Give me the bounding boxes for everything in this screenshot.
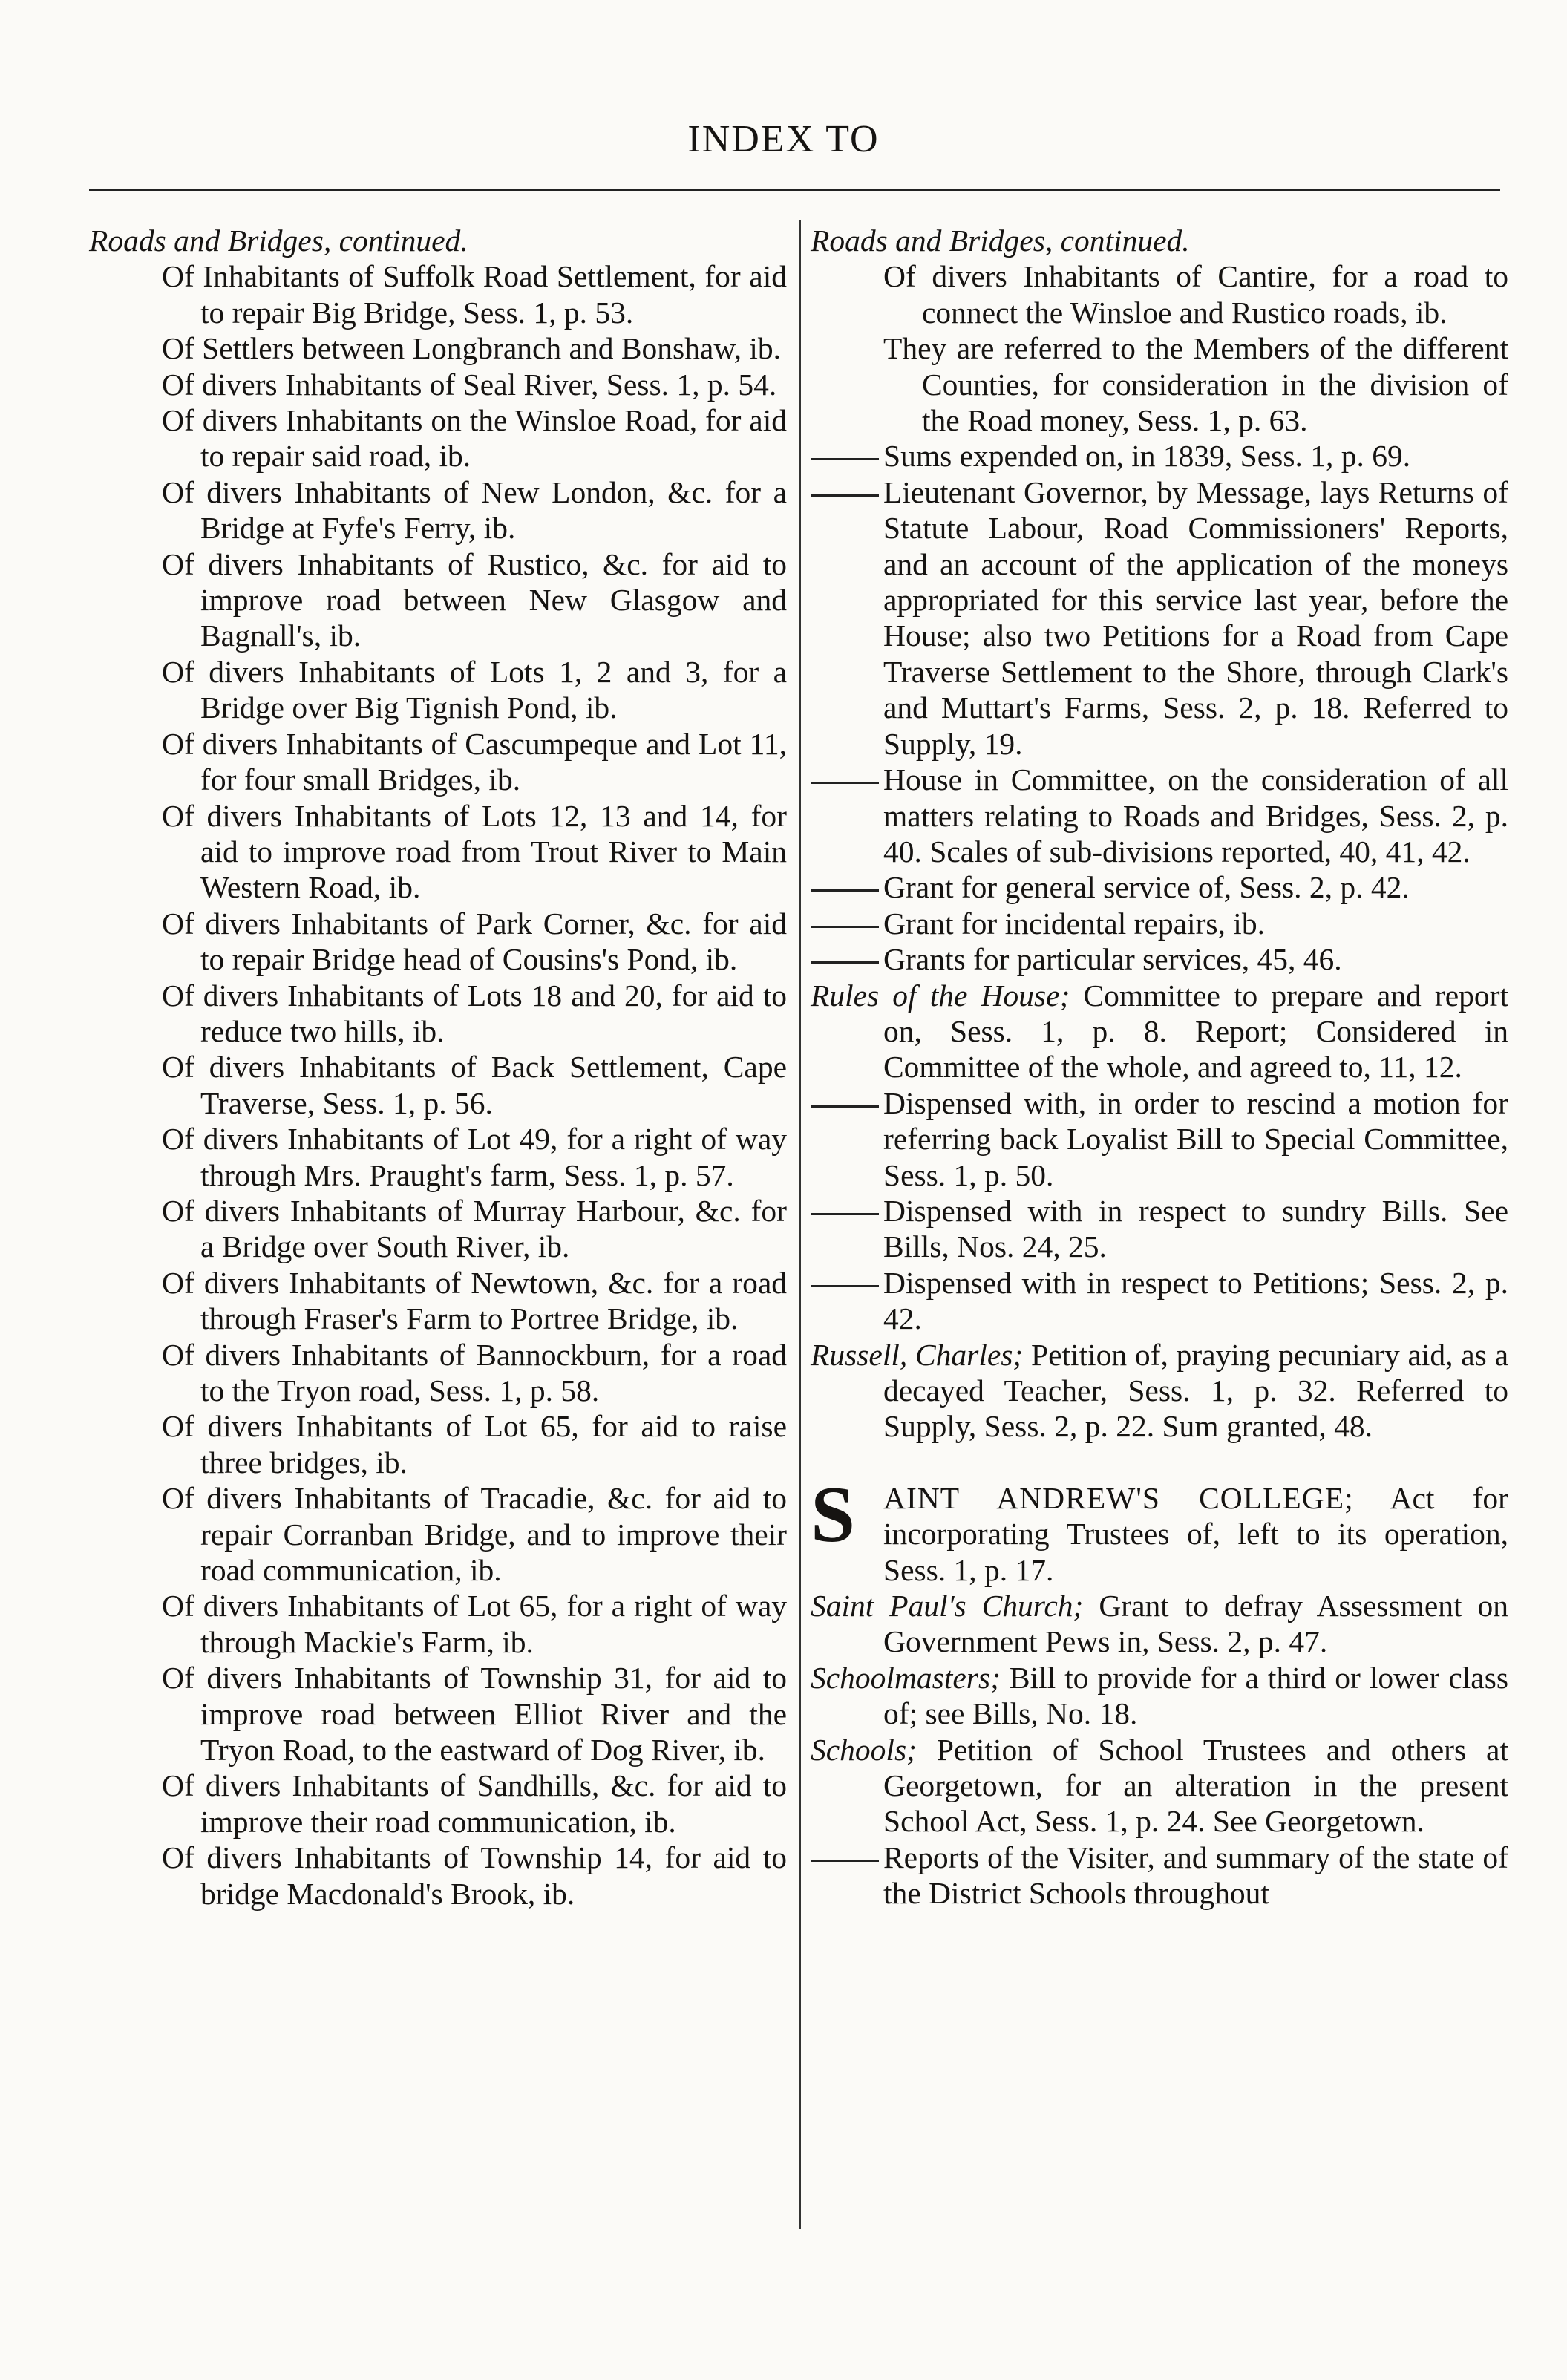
dropcap-s: S (811, 1470, 856, 1559)
russell-text: Petition of, praying pecuniary aid, as a decayed Teacher, Sess. 1, p. 32. Referred to Supply, Sess. 2, p. 22. Sum granted, 48. (883, 1337, 1508, 1444)
church-entry (811, 1588, 1508, 1660)
rules-entry (811, 978, 1508, 1085)
church-text: Grant to defray Assessment on Government Pews in, Sess. 2, p. 47. (883, 1589, 1508, 1659)
dash-entry (811, 869, 1508, 905)
left-column (89, 223, 787, 1912)
right-heading: Roads and Bridges, continued. (811, 223, 1190, 258)
church-title: Saint Paul's Church; (811, 1589, 1084, 1624)
left-entry-list (89, 258, 787, 1912)
schools-dash-text: Reports of the Visiter, and summary of the state of the District Schools throughout (883, 1840, 1508, 1911)
dash-entry (811, 438, 1508, 474)
cantire-entry: Of divers Inhabitants of Cantire, for a road to connect the Winsloe and Rustico roads, ib. (883, 259, 1508, 330)
index-entry: Of divers Inhabitants of Township 31, for aid to improve road between Elliot River and the Tryon Road, to the eastward of Dog River, ib. (162, 1661, 787, 1768)
index-entry: Of divers Inhabitants of Bannockburn, for a road to the Tryon road, Sess. 1, p. 58. (162, 1337, 787, 1408)
russell-entry (811, 1337, 1508, 1445)
college-title: AINT ANDREW'S COLLEGE; (883, 1480, 1354, 1515)
column-divider (799, 220, 801, 2229)
index-entry: Of divers Inhabitants of Township 14, for aid to bridge Macdonald's Brook, ib. (162, 1840, 787, 1911)
dash-entry (811, 1265, 1508, 1337)
page-title: INDEX TO (687, 118, 880, 160)
index-entry: Of divers Inhabitants of Rustico, &c. for aid to improve road between New Glasgow and Bagnall's, ib. (162, 546, 787, 653)
dash-entry-text: Grants for particular services, 45, 46. (883, 942, 1342, 977)
dash-entry-text: Dispensed with, in order to rescind a motion for referring back Loyalist Bill to Special Committee, Sess. 1, p. 50. (883, 1085, 1508, 1192)
dash-entry (811, 474, 1508, 762)
dash-rule (811, 1213, 879, 1215)
dash-entry-text: Lieutenant Governor, by Message, lays Returns of Statute Labour, Road Commissioners' Reports, and an account of the application of the moneys appropriated for this service last year, before the House; also two Petitions for a Road from Cape Traverse Settlement to the Shore, through Clark's and Muttart's Farms, Sess. 2, p. 18. Referred to Supply, 19. (883, 474, 1508, 761)
index-entry: Of divers Inhabitants of Lot 65, for aid to raise three bridges, ib. (162, 1409, 787, 1480)
index-entry: Of divers Inhabitants of Sandhills, &c. for aid to improve their road communication, ib. (162, 1768, 787, 1839)
rules-title: Rules of the House; (811, 978, 1070, 1013)
index-entry: Of divers Inhabitants of Lots 12, 13 and 14, for aid to improve road from Trout River to Main Western Road, ib. (162, 798, 787, 905)
dash-rule (811, 1285, 879, 1287)
schools-text: Petition of School Trustees and others at Georgetown, for an alteration in the present School Act, Sess. 1, p. 24. See Georgetown. (883, 1732, 1509, 1839)
dash-entry-text: Grant for general service of, Sess. 2, p. 42. (883, 870, 1410, 905)
dash-entry (811, 906, 1508, 941)
russell-title: Russell, Charles; (811, 1337, 1024, 1372)
index-entry: Of Settlers between Longbranch and Bonshaw, ib. (162, 331, 782, 366)
index-entry: Of divers Inhabitants of Lots 1, 2 and 3, for a Bridge over Big Tignish Pond, ib. (162, 654, 787, 725)
dash-rule (811, 889, 879, 892)
index-entry: Of divers Inhabitants of Lots 18 and 20, for aid to reduce two hills, ib. (162, 978, 787, 1048)
right-column (811, 223, 1508, 1912)
index-entry: Of divers Inhabitants of Seal River, Sess. 1, p. 54. (162, 367, 777, 402)
index-entry: Of divers Inhabitants of New London, &c. for a Bridge at Fyfe's Ferry, ib. (162, 474, 787, 546)
dash-entry-text: Dispensed with in respect to sundry Bills. See Bills, Nos. 24, 25. (883, 1193, 1508, 1264)
dash-entry (811, 1193, 1508, 1265)
index-entry: Of divers Inhabitants of Lot 65, for a right of way through Mackie's Farm, ib. (162, 1589, 787, 1659)
dash-rule (811, 926, 879, 928)
index-entry: Of divers Inhabitants of Back Settlement, Cape Traverse, Sess. 1, p. 56. (162, 1050, 787, 1120)
dash-rule (811, 458, 879, 460)
dash-entry (811, 1085, 1508, 1193)
index-entry: Of divers Inhabitants of Park Corner, &c. for aid to repair Bridge head of Cousins's Pond, ib. (162, 906, 787, 977)
schools-title: Schools; (811, 1732, 917, 1767)
rules-text: Committee to prepare and report on, Sess. 1, p. 8. Report; Considered in Committee of the whole, and agreed to, 11, 12. (883, 978, 1508, 1085)
schoolmasters-title: Schoolmasters; (811, 1660, 1001, 1695)
rules-dash-list (811, 1085, 1508, 1337)
index-entry: Of divers Inhabitants of Murray Harbour, &c. for a Bridge over South River, ib. (162, 1193, 787, 1264)
schoolmasters-text: Bill to provide for a third or lower class of; see Bills, No. 18. (883, 1660, 1508, 1731)
schoolmasters-entry (811, 1660, 1508, 1732)
index-entry: Of divers Inhabitants of Newtown, &c. for a road through Fraser's Farm to Portree Bridge, ib. (162, 1265, 787, 1336)
dash-entry-text: House in Committee, on the consideration of all matters relating to Roads and Bridges, Sess. 2, p. 40. Scales of sub-divisions reported, 40, 41, 42. (883, 762, 1508, 869)
index-entry: Of divers Inhabitants of Lot 49, for a right of way through Mrs. Praught's farm, Sess. 1, p. 57. (162, 1122, 787, 1192)
section-gap (811, 1445, 1508, 1480)
index-entry: Of divers Inhabitants of Tracadie, &c. for aid to repair Corranban Bridge, and to improve their road communication, ib. (162, 1481, 787, 1588)
college-text: Act for incorporating Trustees of, left to its operation, Sess. 1, p. 17. (883, 1480, 1508, 1587)
index-entry: Of divers Inhabitants on the Winsloe Road, for aid to repair said road, ib. (162, 403, 787, 474)
dash-entry-text: Grant for incidental repairs, ib. (883, 906, 1265, 941)
schools-entry (811, 1732, 1508, 1840)
dash-rule (811, 1105, 879, 1108)
road-dash-list (811, 438, 1508, 977)
header-rule (89, 189, 1500, 191)
dash-rule (811, 1860, 879, 1862)
dash-rule (811, 494, 879, 497)
dash-rule (811, 782, 879, 784)
dash-entry (811, 941, 1508, 977)
index-entry: Of Inhabitants of Suffolk Road Settlement, for aid to repair Big Bridge, Sess. 1, p. 53. (162, 259, 787, 330)
schools-dash-entry (811, 1840, 1508, 1912)
dash-entry (811, 762, 1508, 869)
dash-entry-text: Sums expended on, in 1839, Sess. 1, p. 69. (883, 439, 1411, 474)
referral-entry: They are referred to the Members of the different Counties, for consideration in the division of the Road money, Sess. 1, p. 63. (883, 331, 1508, 438)
dash-rule (811, 961, 879, 964)
dash-entry-text: Dispensed with in respect to Petitions; Sess. 2, p. 42. (883, 1265, 1508, 1336)
index-entry: Of divers Inhabitants of Cascumpeque and Lot 11, for four small Bridges, ib. (162, 726, 787, 797)
left-heading: Roads and Bridges, continued. (89, 223, 468, 258)
college-entry (811, 1470, 1508, 1588)
